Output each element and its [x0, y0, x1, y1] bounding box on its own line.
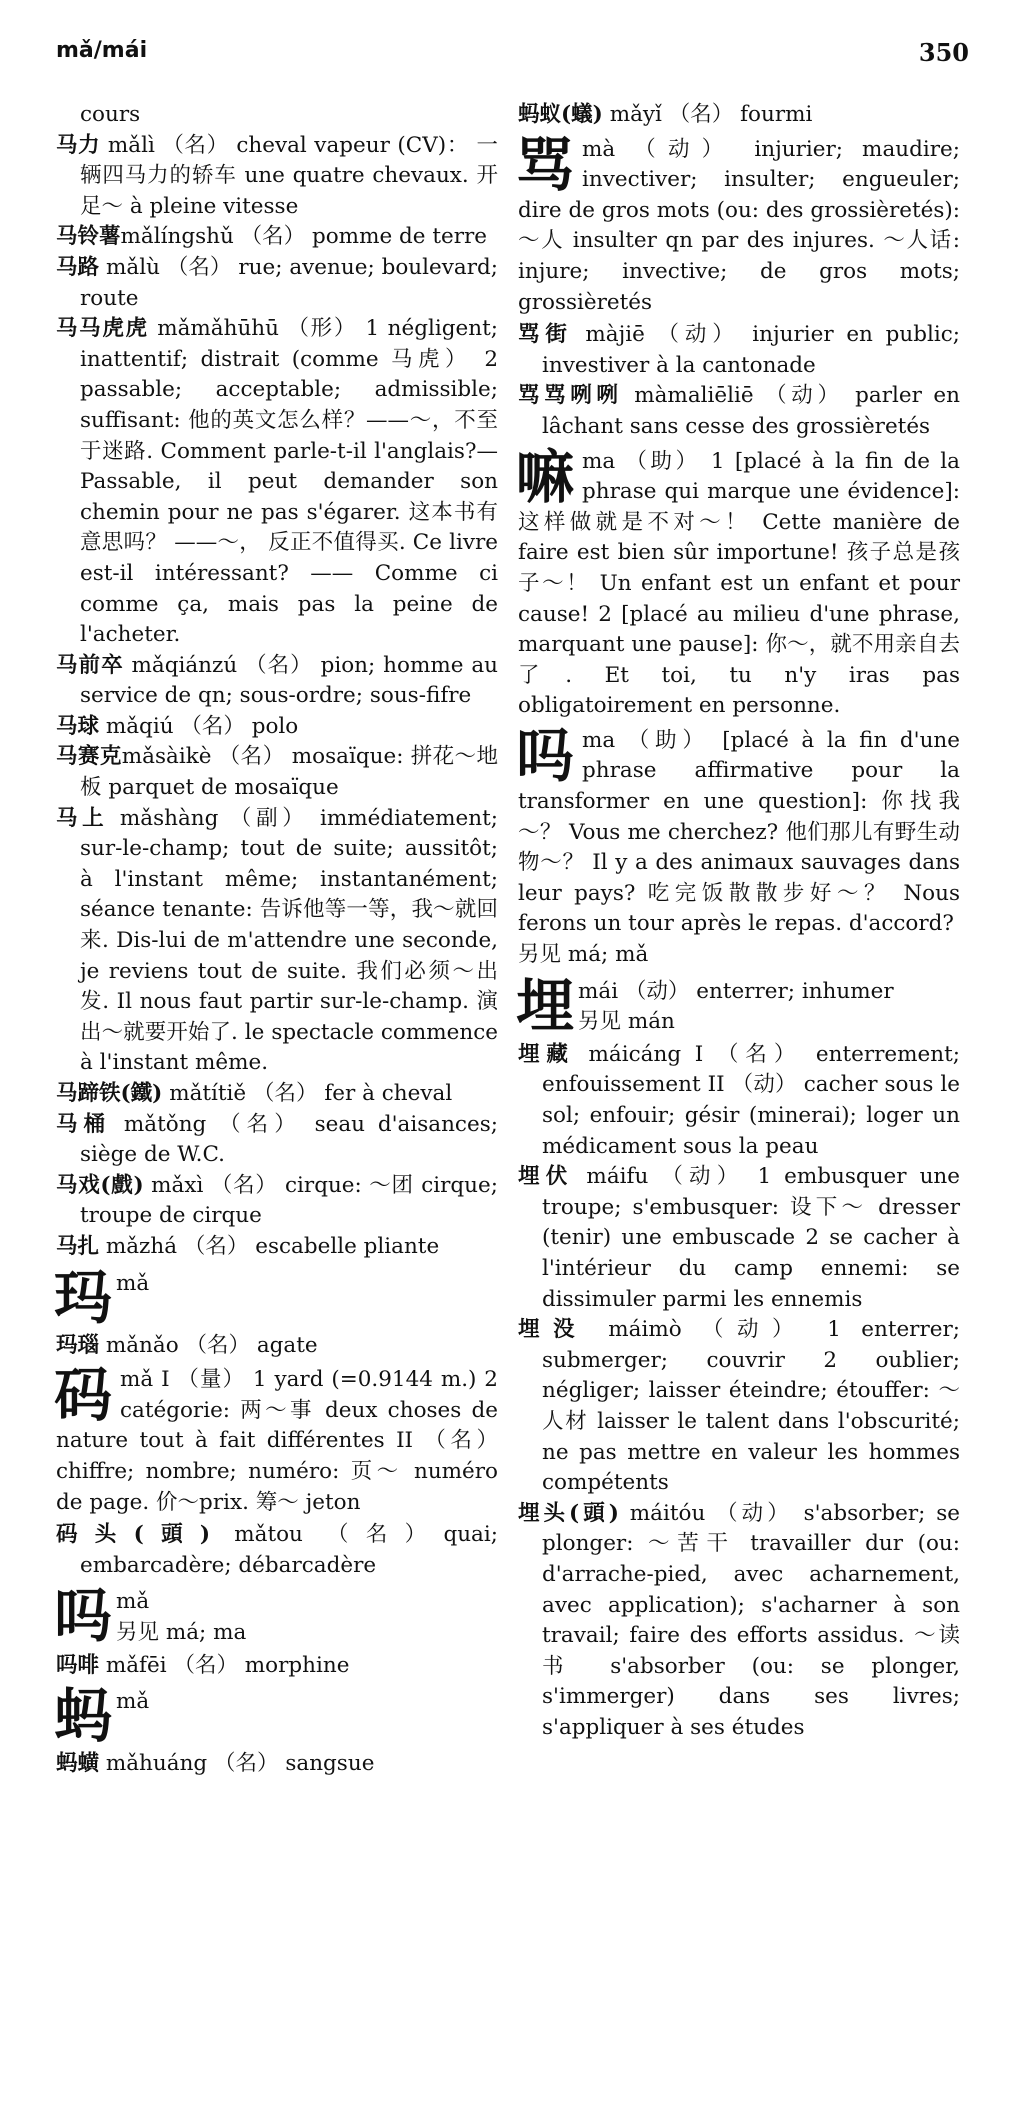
entry-definition: mǎqiú （名） polo [99, 713, 299, 739]
dictionary-entry [56, 1110, 498, 1171]
dictionary-entry [56, 651, 498, 712]
dictionary-entry [56, 804, 498, 1079]
entry-headword: 马扎 [56, 1233, 100, 1259]
dictionary-entry [518, 1162, 960, 1315]
entry-headword: 埋头(頭) [518, 1500, 619, 1526]
entry-definition: màjiē （动） injurier en public; investiver à la cantonade [542, 322, 960, 378]
entry-definition: máicáng I （名） enterrement; enfouissement II （动） cacher sous le sol; enfouir; gésir (minerai); loger un médicament sous la peau [542, 1041, 960, 1159]
entry-definition: mǎshàng （副） immédiatement; sur-le-champ; tout de suite; aussitôt; à l'instant même; instantanément; séance tenante: 告诉他等一等，我～就回来. Dis-lui de m'attendre une seconde, je reviens tout de suite. 我们必须～出发. Il nous faut partir sur-le-champ. 演出～就要开始了. le spectacle commence à l'instant même. [80, 805, 498, 1076]
page-header [56, 38, 969, 78]
entry-definition: mǎyǐ （名） fourmi [602, 102, 813, 127]
entry-headword: 马赛克 [56, 744, 122, 770]
entry-headword: 马桶 [56, 1111, 112, 1137]
entry-definition: mǎtítiě （名） fer à cheval [162, 1081, 453, 1106]
entry-definition: máimò （动） 1 enterrer; submerger; couvrir 2 oublier; négliger; laisser éteindre; étouffer: ～人材 laisser le talent dans l'obscurité; ne pas mettre en valeur les hommes compétents [542, 1317, 960, 1496]
entry-definition: mǎtǒng （名） seau d'aisances; siège de W.C. [80, 1111, 498, 1168]
entry-headword: 马蹄铁(鐵) [56, 1081, 163, 1106]
dictionary-entry [518, 100, 960, 131]
main-character: 嘛 [516, 442, 575, 511]
entry-definition: mǎlíngshǔ （名） pomme de terre [120, 224, 487, 250]
entry-headword: 吗啡 [56, 1652, 100, 1678]
entry-definition: mǎtou （名）quai; embarcadère; débarcadère [80, 1522, 498, 1578]
entry-definition: mǎsàikè （名） mosaïque: 拼花～地板 parquet de mosaïque [80, 744, 498, 801]
entry-definition: máitóu （动） s'absorber; se plonger: ～苦干 travailler dur (ou: d'arrache-pied, avec acharnement, avec application); s'acharner à son travail; faire des efforts assidus. ～读书 s'absorber (ou: se plonger, s'immerger) dans ses livres; s'appliquer à ses études [542, 1500, 960, 1740]
dictionary-entry [56, 1232, 498, 1263]
entry-definition: mǎlì （名） cheval vapeur (CV)： 一辆四马力的轿车 une quatre chevaux. 开足～ à pleine vitesse [80, 132, 498, 219]
entry-headword: 埋伏 [518, 1164, 574, 1190]
entry-definition: mǎmǎhūhū （形） 1 négligent; inattentif; distrait (comme 马虎） 2 passable; acceptable; admissible; suffisant: 他的英文怎么样？——～，不至于迷路. Comment parle-t-il l'anglais?—Passable, il peut demander son chemin pour ne pas s'égarer. 这本书有意思吗？ ——～， 反正不值得买. Ce livre est-il intéressant? —— Comme ci comme ça, mais pas la peine de l'acheter. [80, 316, 498, 648]
character-entry [54, 1263, 498, 1332]
entry-headword: 玛瑙 [56, 1332, 100, 1358]
dictionary-entry [56, 712, 498, 743]
character-entry [516, 971, 960, 1040]
entry-headword: 码头(頭) [56, 1522, 211, 1548]
entry-headword: 骂骂咧咧 [518, 383, 623, 409]
character-pinyin: mǎ [116, 1589, 150, 1615]
main-character: 埋 [516, 971, 575, 1040]
dictionary-entry [56, 253, 498, 314]
character-entry [54, 1682, 498, 1751]
character-definition: ma （助） 1 [placé à la fin de la phrase qui marque une évidence]: 这样做就是不对～！ Cette manière de faire est bien sûr importune! 孩子总是孩子～！ Un enfant est un enfant et pour cause! 2 [placé au milieu d'une phrase, marquant une pause]: 你～，就不用亲自去了. Et toi, tu n'y iras pas obligatoirement en personne. [518, 448, 960, 719]
entry-definition: mǎfēi （名） morphine [99, 1652, 350, 1678]
dictionary-entry [56, 1079, 498, 1110]
character-entry [54, 1582, 498, 1651]
entry-headword: 马上 [56, 805, 109, 831]
running-head: mǎ/mái [56, 38, 148, 63]
entry-definition: mǎzhá （名） escabelle pliante [99, 1233, 440, 1259]
entry-definition: màmaliēliē （动） parler en lâchant sans cesse des grossièretés [542, 383, 960, 439]
entry-definition: mǎhuáng （名） sangsue [99, 1751, 375, 1777]
character-meaning: mái （动） enterrer; inhumer [578, 978, 894, 1004]
entry-definition: mǎxì （名） cirque: ～团 cirque; troupe de cirque [80, 1172, 498, 1229]
character-entry [516, 442, 960, 722]
character-definition [116, 1585, 498, 1648]
character-definition: ma （助） [placé à la fin d'une phrase affirmative pour la transformer en une question]: 你找我～？ Vous me cherchez? 他们那儿有野生动物～？ Il y a des animaux sauvages dans leur pays? 吃完饭散散步好～？ Nous ferons un tour après le repas. d'accord? [518, 727, 960, 937]
left-column [56, 100, 498, 1780]
dictionary-entry [56, 131, 498, 223]
dictionary-entry [56, 1651, 498, 1682]
character-pinyin: mǎ [116, 1270, 150, 1296]
entry-definition: mǎlù （名） rue; avenue; boulevard; route [80, 254, 498, 311]
entry-headword: 马前卒 [56, 652, 124, 678]
character-definition: mǎ I （量） 1 yard (=0.9144 m.) 2 catégorie: 两～事 deux choses de nature tout à fait différentes II （名） chiffre; nombre; numéro: 页～ numéro de page. 价～prix. 筹～ jeton [56, 1367, 498, 1515]
main-character: 吗 [516, 721, 575, 790]
main-character: 吗 [54, 1582, 113, 1651]
continuation-text: cours [80, 102, 141, 127]
main-character: 玛 [54, 1263, 113, 1332]
character-entry [516, 130, 960, 319]
entry-headword: 马铃薯 [56, 224, 121, 250]
entry-headword: 骂街 [518, 322, 573, 348]
dictionary-entry [56, 1331, 498, 1362]
entry-headword: 马路 [56, 254, 100, 280]
dictionary-entry [518, 320, 960, 381]
dictionary-entry [518, 381, 960, 442]
character-definition: mà （动） injurier; maudire; invectiver; insulter; engueuler; dire de gros mots (ou: des grossièretés): ～人 insulter qn par des injures. ～人话: injure; invective; de gros mots; grossièretés [518, 136, 960, 315]
entry-headword: 马球 [56, 713, 100, 739]
entry-headword: 马戏(戲) [56, 1172, 144, 1198]
dictionary-entry [518, 1499, 960, 1744]
dictionary-entry [56, 1520, 498, 1581]
dictionary-entry [56, 1749, 498, 1780]
entry-headword: 蚂蟥 [56, 1751, 100, 1777]
character-entry [54, 1361, 498, 1518]
entry-headword: 埋没 [518, 1317, 588, 1343]
character-pinyin: mǎ [116, 1689, 150, 1715]
main-character: 码 [54, 1361, 113, 1430]
dictionary-entry [56, 222, 498, 253]
cross-reference: 另见 mán [578, 1009, 675, 1035]
entry-headword: 埋藏 [518, 1041, 575, 1067]
character-entry [516, 721, 960, 971]
dictionary-entry [518, 1315, 960, 1499]
page-number: 350 [918, 38, 969, 67]
dictionary-entry [56, 1171, 498, 1232]
entry-headword: 马马虎虎 [56, 316, 149, 342]
entry-definition: mǎqiánzú （名） pion; homme au service de qn; sous-ordre; sous-fifre [80, 652, 498, 709]
dictionary-entry [518, 1040, 960, 1162]
cross-reference: 另见 má; mǎ [518, 942, 649, 968]
character-definition [578, 975, 960, 1038]
entry-headword: 蚂蚁(蟻) [518, 102, 603, 127]
dictionary-entry [56, 314, 498, 651]
cross-reference: 另见 má; ma [116, 1619, 247, 1645]
entry-headword: 马力 [56, 132, 101, 158]
main-character: 骂 [516, 130, 575, 199]
right-column [518, 100, 960, 1743]
dictionary-entry [56, 742, 498, 803]
entry-definition: mǎnǎo （名） agate [99, 1332, 318, 1358]
entry-definition: máifu （动） 1 embusquer une troupe; s'embusquer: 设下～ dresser (tenir) une embuscade 2 se cacher à l'intérieur du camp ennemi: se dissimuler parmi les ennemis [542, 1164, 960, 1312]
main-character: 蚂 [54, 1682, 113, 1751]
